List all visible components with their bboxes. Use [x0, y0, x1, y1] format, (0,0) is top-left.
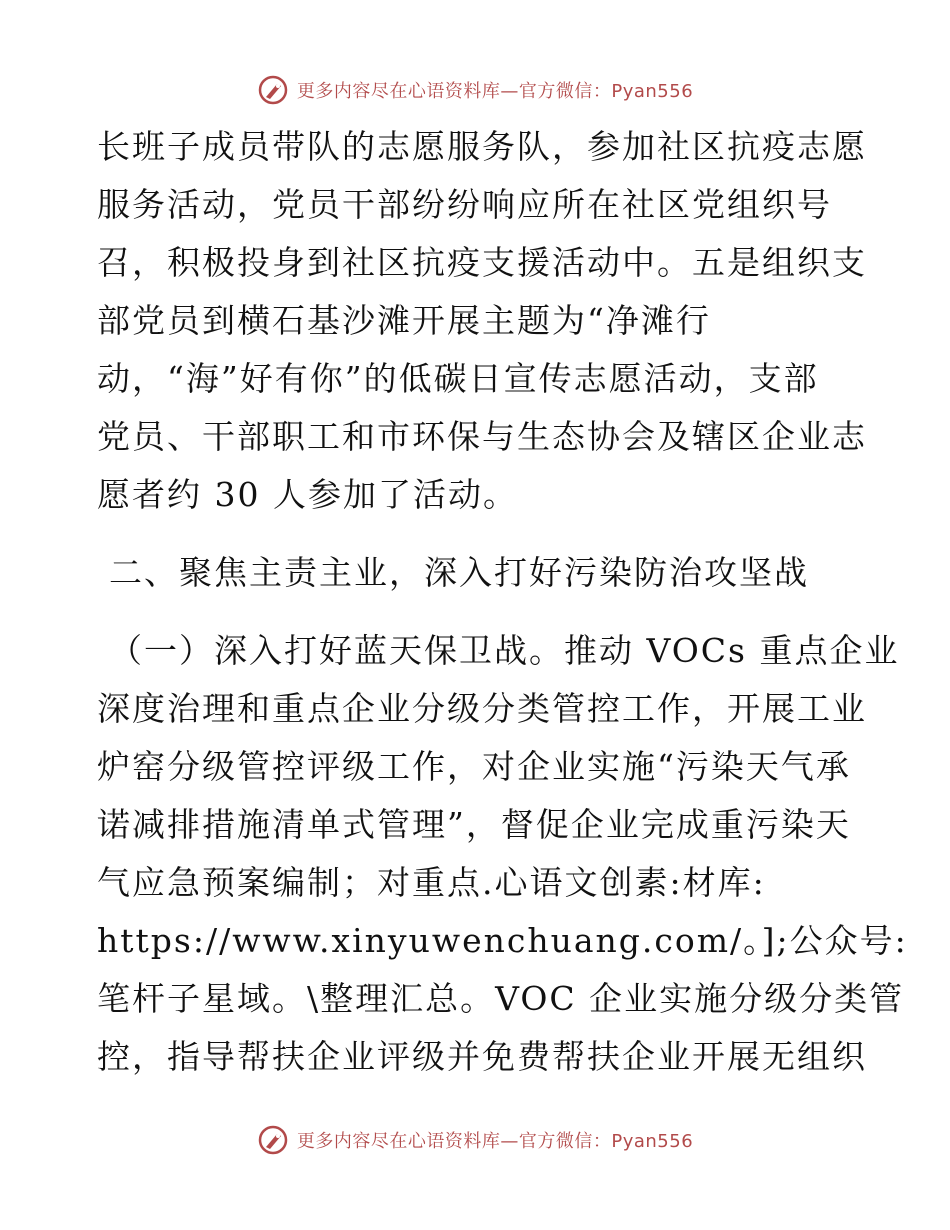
watermark-text: 更多内容尽在心语资料库—官方微信：Pyan556 — [296, 81, 694, 102]
paragraph-line: 愿者约 30 人参加了活动。 — [97, 475, 518, 514]
paragraph-line: 部党员到横石基沙滩开展主题为“净滩行 — [97, 301, 711, 340]
watermark-text: 更多内容尽在心语资料库—官方微信：Pyan556 — [296, 1131, 694, 1152]
paragraph-gap — [97, 602, 867, 622]
paragraph-line: 深度治理和重点企业分级分类管控工作，开展工业 — [97, 689, 867, 728]
paragraph-line: 炉窑分级管控评级工作，对企业实施“污染天气承 — [97, 747, 851, 786]
footer-watermark — [0, 1120, 950, 1160]
paragraph-line: 笔杆子星域。\整理汇总。VOC 企业实施分级分类管 — [97, 979, 905, 1018]
pen-nib-icon — [257, 1124, 289, 1156]
paragraph-line: https://www.xinyuwenchuang.com/。];公众号: — [97, 921, 908, 960]
header-watermark — [0, 70, 950, 110]
pen-nib-icon — [257, 74, 289, 106]
paragraph-gap — [97, 524, 867, 544]
paragraph-line: 控，指导帮扶企业评级并免费帮扶企业开展无组织 — [97, 1037, 867, 1076]
section-heading: 二、聚焦主责主业，深入打好污染防治攻坚战 — [109, 553, 809, 592]
paragraph-line: 长班子成员带队的志愿服务队，参加社区抗疫志愿 — [97, 127, 867, 166]
paragraph-line: 诺减排措施清单式管理”，督促企业完成重污染天 — [97, 805, 851, 844]
paragraph-line: 气应急预案编制；对重点.心语文创素:材库: — [97, 863, 766, 902]
paragraph-line: （一）深入打好蓝天保卫战。推动 VOCs 重点企业 — [109, 631, 900, 670]
paragraph-line: 召，积极投身到社区抗疫支援活动中。五是组织支 — [97, 243, 867, 282]
paragraph-line: 动，“海”好有你”的低碳日宣传志愿活动，支部 — [97, 359, 819, 398]
document-body — [97, 118, 908, 1086]
paragraph-line: 党员、干部职工和市环保与生态协会及辖区企业志 — [97, 417, 867, 456]
paragraph-line: 服务活动，党员干部纷纷响应所在社区党组织号 — [97, 185, 832, 224]
